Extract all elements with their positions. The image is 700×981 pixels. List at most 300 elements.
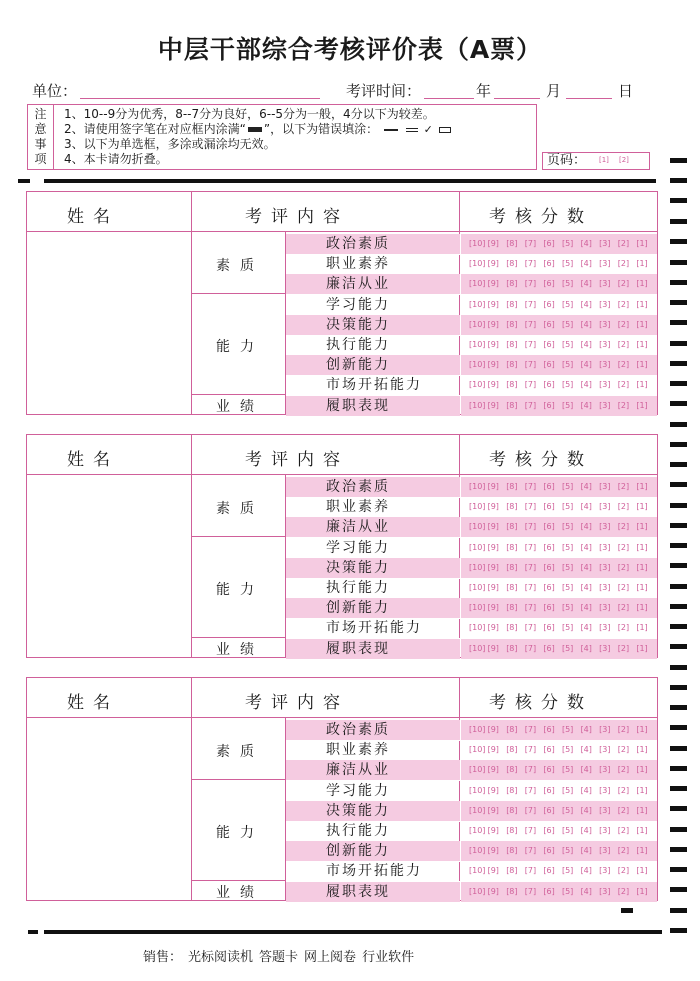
wrong-mark-double-line-icon xyxy=(406,128,418,132)
score-bubble[interactable]: [1] xyxy=(636,319,648,329)
score-bubble[interactable]: [9] xyxy=(487,502,499,512)
score-bubble[interactable]: [3] xyxy=(599,482,611,491)
score-bubble[interactable]: [10] xyxy=(469,502,486,512)
year-field[interactable] xyxy=(424,98,474,99)
score-bubble[interactable]: [10] xyxy=(469,846,486,856)
score-bubble[interactable]: [5] xyxy=(561,502,574,512)
score-bubble[interactable]: [9] xyxy=(487,299,499,309)
score-bubble[interactable]: [1] xyxy=(636,623,648,633)
score-bubble[interactable]: [9] xyxy=(487,725,499,734)
score-bubble[interactable]: [7] xyxy=(524,380,537,390)
score-bubble[interactable]: [5] xyxy=(561,643,574,653)
score-bubble[interactable]: [6] xyxy=(543,805,555,815)
evaluation-block xyxy=(26,434,658,658)
score-bubble[interactable]: [9] xyxy=(487,400,499,410)
score-bubble[interactable]: [2] xyxy=(617,239,630,248)
score-bubble[interactable]: [10] xyxy=(469,826,486,835)
score-bubble[interactable]: [9] xyxy=(487,259,499,269)
score-bubble[interactable]: [9] xyxy=(487,319,499,329)
score-bubble[interactable]: [4] xyxy=(580,583,592,592)
score-bubble[interactable]: [9] xyxy=(487,603,499,613)
score-bubble[interactable]: [2] xyxy=(617,623,630,633)
header-name: 姓名 xyxy=(67,207,119,227)
score-bubble[interactable]: [5] xyxy=(561,239,574,248)
info-row xyxy=(32,80,672,102)
category-ability: 能力 xyxy=(216,339,264,355)
timing-mark xyxy=(670,543,687,548)
score-bubble[interactable]: [2] xyxy=(617,319,630,329)
score-bubble[interactable]: [2] xyxy=(617,866,630,876)
score-bubble[interactable]: [5] xyxy=(561,522,574,532)
score-options xyxy=(461,639,657,659)
score-bubble[interactable]: [10] xyxy=(469,725,486,734)
name-field[interactable] xyxy=(27,233,190,414)
score-bubble[interactable]: [6] xyxy=(543,482,555,491)
score-bubble[interactable]: [6] xyxy=(543,380,555,390)
score-bubble[interactable]: [10] xyxy=(469,542,486,552)
score-bubble[interactable]: [6] xyxy=(543,239,555,248)
score-bubble[interactable]: [3] xyxy=(599,886,611,896)
score-bubble[interactable]: [7] xyxy=(524,259,537,269)
score-bubble[interactable]: [7] xyxy=(524,725,537,734)
score-bubble[interactable]: [7] xyxy=(524,765,537,775)
score-bubble[interactable]: [10] xyxy=(469,400,486,410)
score-bubble[interactable]: [4] xyxy=(580,623,592,633)
score-bubble[interactable]: [1] xyxy=(636,583,648,592)
score-options xyxy=(461,396,657,416)
score-bubble[interactable]: [8] xyxy=(506,745,518,755)
score-options xyxy=(461,558,657,578)
score-bubble[interactable]: [7] xyxy=(524,603,537,613)
score-bubble[interactable]: [8] xyxy=(506,603,518,613)
score-bubble[interactable]: [8] xyxy=(506,319,518,329)
name-field[interactable] xyxy=(27,719,190,900)
score-bubble[interactable]: [8] xyxy=(506,482,518,491)
score-bubble[interactable]: [5] xyxy=(561,400,574,410)
score-bubble[interactable]: [8] xyxy=(506,522,518,532)
score-bubble[interactable]: [5] xyxy=(561,279,574,289)
score-bubble[interactable]: [1] xyxy=(636,340,648,349)
score-bubble[interactable]: [10] xyxy=(469,866,486,876)
score-bubble[interactable]: [4] xyxy=(580,319,592,329)
score-bubble[interactable]: [4] xyxy=(580,360,592,370)
score-bubble[interactable]: [4] xyxy=(580,279,592,289)
score-bubble[interactable]: [4] xyxy=(580,643,592,653)
score-bubble[interactable]: [2] xyxy=(617,279,630,289)
score-bubble[interactable]: [1] xyxy=(636,785,648,795)
score-bubble[interactable]: [5] xyxy=(561,785,574,795)
score-bubble[interactable]: [5] xyxy=(561,562,574,572)
score-bubble[interactable]: [3] xyxy=(599,826,611,835)
score-bubble[interactable]: [2] xyxy=(617,805,630,815)
score-bubble[interactable]: [9] xyxy=(487,583,499,592)
score-bubble[interactable]: [4] xyxy=(580,400,592,410)
score-bubble[interactable]: [5] xyxy=(561,725,574,734)
score-bubble[interactable]: [10] xyxy=(469,583,486,592)
score-bubble[interactable]: [1] xyxy=(636,562,648,572)
score-bubble[interactable]: [9] xyxy=(487,826,499,835)
score-bubble[interactable]: [4] xyxy=(580,603,592,613)
score-bubble[interactable]: [5] xyxy=(561,583,574,592)
score-bubble[interactable]: [3] xyxy=(599,259,611,269)
score-bubble[interactable]: [7] xyxy=(524,279,537,289)
score-bubble[interactable]: [1] xyxy=(636,360,648,370)
score-bubble[interactable]: [1] xyxy=(636,745,648,755)
score-bubble[interactable]: [9] xyxy=(487,765,499,775)
score-bubble[interactable]: [7] xyxy=(524,846,537,856)
score-bubble[interactable]: [2] xyxy=(617,340,630,349)
score-bubble[interactable]: [1] xyxy=(636,380,648,390)
score-bubble[interactable]: [6] xyxy=(543,542,555,552)
score-bubble[interactable]: [2] xyxy=(617,380,630,390)
score-bubble[interactable]: [6] xyxy=(543,765,555,775)
header-score: 考核分数 xyxy=(489,693,593,713)
month-field[interactable] xyxy=(494,98,540,99)
score-bubble[interactable]: [1] xyxy=(636,846,648,856)
score-bubble[interactable]: [2] xyxy=(617,502,630,512)
score-bubble[interactable]: [2] xyxy=(617,745,630,755)
score-bubble[interactable]: [10] xyxy=(469,643,486,653)
score-bubble[interactable]: [8] xyxy=(506,279,518,289)
criteria-row xyxy=(286,254,657,274)
score-bubble[interactable]: [7] xyxy=(524,482,537,491)
timing-mark xyxy=(670,827,687,832)
score-bubble[interactable]: [4] xyxy=(580,239,592,248)
score-bubble[interactable]: [8] xyxy=(506,400,518,410)
score-bubble[interactable]: [6] xyxy=(543,785,555,795)
score-bubble[interactable]: [8] xyxy=(506,259,518,269)
score-bubble[interactable]: [8] xyxy=(506,866,518,876)
criteria-label: 执行能力 xyxy=(326,823,390,839)
name-field[interactable] xyxy=(27,476,190,657)
score-bubble[interactable]: [1] xyxy=(636,886,648,896)
score-bubble[interactable]: [6] xyxy=(543,562,555,572)
score-bubble[interactable]: [9] xyxy=(487,643,499,653)
score-bubble[interactable]: [2] xyxy=(617,360,630,370)
score-bubble[interactable]: [8] xyxy=(506,846,518,856)
score-bubble[interactable]: [7] xyxy=(524,886,537,896)
score-bubble[interactable]: [4] xyxy=(580,482,592,491)
score-bubble[interactable]: [8] xyxy=(506,239,518,248)
score-bubble[interactable]: [3] xyxy=(599,360,611,370)
score-bubble[interactable]: [5] xyxy=(561,805,574,815)
score-bubble[interactable]: [8] xyxy=(506,299,518,309)
score-bubble[interactable]: [10] xyxy=(469,279,486,289)
score-bubble[interactable]: [4] xyxy=(580,866,592,876)
score-bubble[interactable]: [9] xyxy=(487,745,499,755)
score-bubble[interactable]: [3] xyxy=(599,583,611,592)
page-code-option-1[interactable]: [1] xyxy=(599,156,609,164)
score-bubble[interactable]: [7] xyxy=(524,583,537,592)
unit-field[interactable] xyxy=(80,98,320,99)
score-bubble[interactable]: [6] xyxy=(543,846,555,856)
score-bubble[interactable]: [1] xyxy=(636,603,648,613)
score-bubble[interactable]: [5] xyxy=(561,886,574,896)
score-bubble[interactable]: [10] xyxy=(469,299,486,309)
score-bubble[interactable]: [7] xyxy=(524,340,537,349)
score-bubble[interactable]: [3] xyxy=(599,745,611,755)
score-bubble[interactable]: [2] xyxy=(617,643,630,653)
score-bubble[interactable]: [8] xyxy=(506,725,518,734)
score-bubble[interactable]: [6] xyxy=(543,279,555,289)
score-bubble[interactable]: [9] xyxy=(487,846,499,856)
score-bubble[interactable]: [6] xyxy=(543,866,555,876)
score-bubble[interactable]: [3] xyxy=(599,866,611,876)
score-bubble[interactable]: [1] xyxy=(636,279,648,289)
score-bubble[interactable]: [3] xyxy=(599,502,611,512)
score-bubble[interactable]: [8] xyxy=(506,805,518,815)
score-bubble[interactable]: [3] xyxy=(599,846,611,856)
score-bubble[interactable]: [4] xyxy=(580,805,592,815)
score-bubble[interactable]: [1] xyxy=(636,765,648,775)
score-bubble[interactable]: [4] xyxy=(580,785,592,795)
score-bubble[interactable]: [6] xyxy=(543,745,555,755)
score-bubble[interactable]: [5] xyxy=(561,259,574,269)
score-bubble[interactable]: [10] xyxy=(469,380,486,390)
score-bubble[interactable]: [10] xyxy=(469,886,486,896)
score-bubble[interactable]: [4] xyxy=(580,846,592,856)
score-bubble[interactable]: [4] xyxy=(580,502,592,512)
score-bubble[interactable]: [5] xyxy=(561,360,574,370)
score-bubble[interactable]: [2] xyxy=(617,583,630,592)
score-bubble[interactable]: [1] xyxy=(636,725,648,734)
end-marker xyxy=(621,908,633,913)
score-bubble[interactable]: [5] xyxy=(561,623,574,633)
score-bubble[interactable]: [10] xyxy=(469,603,486,613)
score-bubble[interactable]: [7] xyxy=(524,785,537,795)
score-bubble[interactable]: [10] xyxy=(469,805,486,815)
score-bubble[interactable]: [1] xyxy=(636,400,648,410)
score-bubble[interactable]: [4] xyxy=(580,765,592,775)
score-bubble[interactable]: [1] xyxy=(636,482,648,491)
score-bubble[interactable]: [8] xyxy=(506,623,518,633)
score-bubble[interactable]: [9] xyxy=(487,380,499,390)
score-bubble[interactable]: [1] xyxy=(636,866,648,876)
score-bubble[interactable]: [7] xyxy=(524,542,537,552)
score-bubble[interactable]: [5] xyxy=(561,340,574,349)
score-bubble[interactable]: [10] xyxy=(469,562,486,572)
score-bubble[interactable]: [2] xyxy=(617,259,630,269)
score-bubble[interactable]: [8] xyxy=(506,785,518,795)
score-bubble[interactable]: [9] xyxy=(487,340,499,349)
score-bubble[interactable]: [6] xyxy=(543,522,555,532)
page-code-option-2[interactable]: [2] xyxy=(619,156,629,164)
score-bubble[interactable]: [3] xyxy=(599,562,611,572)
score-bubble[interactable]: [6] xyxy=(543,319,555,329)
score-bubble[interactable]: [10] xyxy=(469,623,486,633)
score-bubble[interactable]: [7] xyxy=(524,745,537,755)
score-bubble[interactable]: [9] xyxy=(487,866,499,876)
score-bubble[interactable]: [2] xyxy=(617,522,630,532)
score-bubble[interactable]: [4] xyxy=(580,562,592,572)
score-bubble[interactable]: [9] xyxy=(487,562,499,572)
score-bubble[interactable]: [5] xyxy=(561,319,574,329)
score-bubble[interactable]: [4] xyxy=(580,340,592,349)
score-bubble[interactable]: [4] xyxy=(580,886,592,896)
score-bubble[interactable]: [10] xyxy=(469,482,486,491)
score-bubble[interactable]: [1] xyxy=(636,259,648,269)
score-bubble[interactable]: [2] xyxy=(617,846,630,856)
score-bubble[interactable]: [2] xyxy=(617,603,630,613)
score-bubble[interactable]: [10] xyxy=(469,239,486,248)
score-bubble[interactable]: [9] xyxy=(487,623,499,633)
score-bubble[interactable]: [1] xyxy=(636,826,648,835)
score-bubble[interactable]: [5] xyxy=(561,826,574,835)
score-bubble[interactable]: [2] xyxy=(617,482,630,491)
score-bubble[interactable]: [3] xyxy=(599,522,611,532)
score-bubble[interactable]: [3] xyxy=(599,279,611,289)
criteria-label: 学习能力 xyxy=(326,296,390,313)
score-bubble[interactable]: [8] xyxy=(506,886,518,896)
criteria-label: 创新能力 xyxy=(286,355,460,375)
score-bubble[interactable]: [7] xyxy=(524,239,537,248)
criteria-label: 市场开拓能力 xyxy=(326,377,422,394)
score-bubble[interactable]: [9] xyxy=(487,482,499,491)
score-bubble[interactable]: [3] xyxy=(599,542,611,552)
score-bubble[interactable]: [10] xyxy=(469,360,486,370)
score-bubble[interactable]: [6] xyxy=(543,643,555,653)
score-bubble[interactable]: [3] xyxy=(599,805,611,815)
score-bubble[interactable]: [1] xyxy=(636,299,648,309)
score-bubble[interactable]: [2] xyxy=(617,400,630,410)
score-bubble[interactable]: [4] xyxy=(580,380,592,390)
score-bubble[interactable]: [5] xyxy=(561,765,574,775)
score-bubble[interactable]: [6] xyxy=(543,340,555,349)
score-bubble[interactable]: [7] xyxy=(524,299,537,309)
criteria-row xyxy=(286,720,657,740)
score-bubble[interactable]: [2] xyxy=(617,826,630,835)
score-bubble[interactable]: [6] xyxy=(543,502,555,512)
score-bubble[interactable]: [7] xyxy=(524,522,537,532)
score-bubble[interactable]: [3] xyxy=(599,765,611,775)
score-bubble[interactable]: [6] xyxy=(543,826,555,835)
score-bubble[interactable]: [10] xyxy=(469,319,486,329)
score-bubble[interactable]: [3] xyxy=(599,380,611,390)
score-bubble[interactable]: [6] xyxy=(543,259,555,269)
score-bubble[interactable]: [2] xyxy=(617,299,630,309)
score-bubble[interactable]: [9] xyxy=(487,785,499,795)
score-bubble[interactable]: [10] xyxy=(469,785,486,795)
score-bubble[interactable]: [8] xyxy=(506,542,518,552)
score-bubble[interactable]: [8] xyxy=(506,765,518,775)
score-bubble[interactable]: [7] xyxy=(524,502,537,512)
score-bubble[interactable]: [3] xyxy=(599,400,611,410)
score-bubble[interactable]: [2] xyxy=(617,765,630,775)
score-bubble[interactable]: [4] xyxy=(580,259,592,269)
score-bubble[interactable]: [9] xyxy=(487,522,499,532)
score-bubble[interactable]: [5] xyxy=(561,380,574,390)
score-bubble[interactable]: [7] xyxy=(524,643,537,653)
score-bubble[interactable]: [3] xyxy=(599,643,611,653)
score-bubble[interactable]: [2] xyxy=(617,562,630,572)
score-bubble[interactable]: [2] xyxy=(617,886,630,896)
timing-mark xyxy=(670,198,687,203)
score-bubble[interactable]: [9] xyxy=(487,279,499,289)
score-bubble[interactable]: [8] xyxy=(506,502,518,512)
score-bubble[interactable]: [1] xyxy=(636,643,648,653)
score-bubble[interactable]: [6] xyxy=(543,400,555,410)
score-bubble[interactable]: [2] xyxy=(617,725,630,734)
score-bubble[interactable]: [8] xyxy=(506,360,518,370)
score-bubble[interactable]: [5] xyxy=(561,482,574,491)
score-bubble[interactable]: [5] xyxy=(561,745,574,755)
score-bubble[interactable]: [5] xyxy=(561,542,574,552)
score-bubble[interactable]: [9] xyxy=(487,239,499,248)
score-bubble[interactable]: [10] xyxy=(469,745,486,755)
score-bubble[interactable]: [5] xyxy=(561,866,574,876)
score-bubble[interactable]: [1] xyxy=(636,542,648,552)
score-bubble[interactable]: [7] xyxy=(524,623,537,633)
score-bubble[interactable]: [2] xyxy=(617,542,630,552)
score-bubble[interactable]: [7] xyxy=(524,805,537,815)
score-bubble[interactable]: [4] xyxy=(580,725,592,734)
score-bubble[interactable]: [4] xyxy=(580,522,592,532)
score-bubble[interactable]: [8] xyxy=(506,380,518,390)
note-line-3: 3、以下为单选框，多涂或漏涂均无效。 xyxy=(64,137,276,151)
score-bubble[interactable]: [10] xyxy=(469,340,486,349)
score-bubble[interactable]: [3] xyxy=(599,239,611,248)
score-bubble[interactable]: [3] xyxy=(599,319,611,329)
score-bubble[interactable]: [8] xyxy=(506,562,518,572)
score-bubble[interactable]: [3] xyxy=(599,725,611,734)
score-bubble[interactable]: [8] xyxy=(506,826,518,835)
score-bubble[interactable]: [3] xyxy=(599,623,611,633)
score-bubble[interactable]: [9] xyxy=(487,805,499,815)
score-bubble[interactable]: [6] xyxy=(543,583,555,592)
score-bubble[interactable]: [7] xyxy=(524,562,537,572)
score-bubble[interactable]: [3] xyxy=(599,603,611,613)
score-bubble[interactable]: [9] xyxy=(487,542,499,552)
day-field[interactable] xyxy=(566,98,612,99)
score-bubble[interactable]: [6] xyxy=(543,623,555,633)
score-bubble[interactable]: [1] xyxy=(636,239,648,248)
score-bubble[interactable]: [4] xyxy=(580,542,592,552)
score-bubble[interactable]: [3] xyxy=(599,340,611,349)
score-bubble[interactable]: [1] xyxy=(636,502,648,512)
score-bubble[interactable]: [8] xyxy=(506,583,518,592)
score-bubble[interactable]: [9] xyxy=(487,360,499,370)
score-bubble[interactable]: [7] xyxy=(524,360,537,370)
score-bubble[interactable]: [5] xyxy=(561,299,574,309)
score-bubble[interactable]: [6] xyxy=(543,886,555,896)
criteria-label: 廉洁从业 xyxy=(286,274,460,294)
score-bubble[interactable]: [10] xyxy=(469,522,486,532)
score-bubble[interactable]: [3] xyxy=(599,785,611,795)
score-bubble[interactable]: [7] xyxy=(524,826,537,835)
score-bubble[interactable]: [7] xyxy=(524,400,537,410)
score-bubble[interactable]: [6] xyxy=(543,603,555,613)
score-bubble[interactable]: [3] xyxy=(599,299,611,309)
score-bubble[interactable]: [4] xyxy=(580,826,592,835)
score-bubble[interactable]: [10] xyxy=(469,259,486,269)
score-bubble[interactable]: [6] xyxy=(543,360,555,370)
score-bubble[interactable]: [2] xyxy=(617,785,630,795)
score-bubble[interactable]: [10] xyxy=(469,765,486,775)
score-bubble[interactable]: [8] xyxy=(506,643,518,653)
score-bubble[interactable]: [8] xyxy=(506,340,518,349)
score-bubble[interactable]: [6] xyxy=(543,725,555,734)
score-bubble[interactable]: [5] xyxy=(561,846,574,856)
score-bubble[interactable]: [9] xyxy=(487,886,499,896)
score-bubble[interactable]: [6] xyxy=(543,299,555,309)
score-bubble[interactable]: [7] xyxy=(524,319,537,329)
score-bubble[interactable]: [4] xyxy=(580,299,592,309)
score-bubble[interactable]: [1] xyxy=(636,522,648,532)
score-bubble[interactable]: [4] xyxy=(580,745,592,755)
score-bubble[interactable]: [7] xyxy=(524,866,537,876)
score-bubble[interactable]: [1] xyxy=(636,805,648,815)
score-bubble[interactable]: [5] xyxy=(561,603,574,613)
